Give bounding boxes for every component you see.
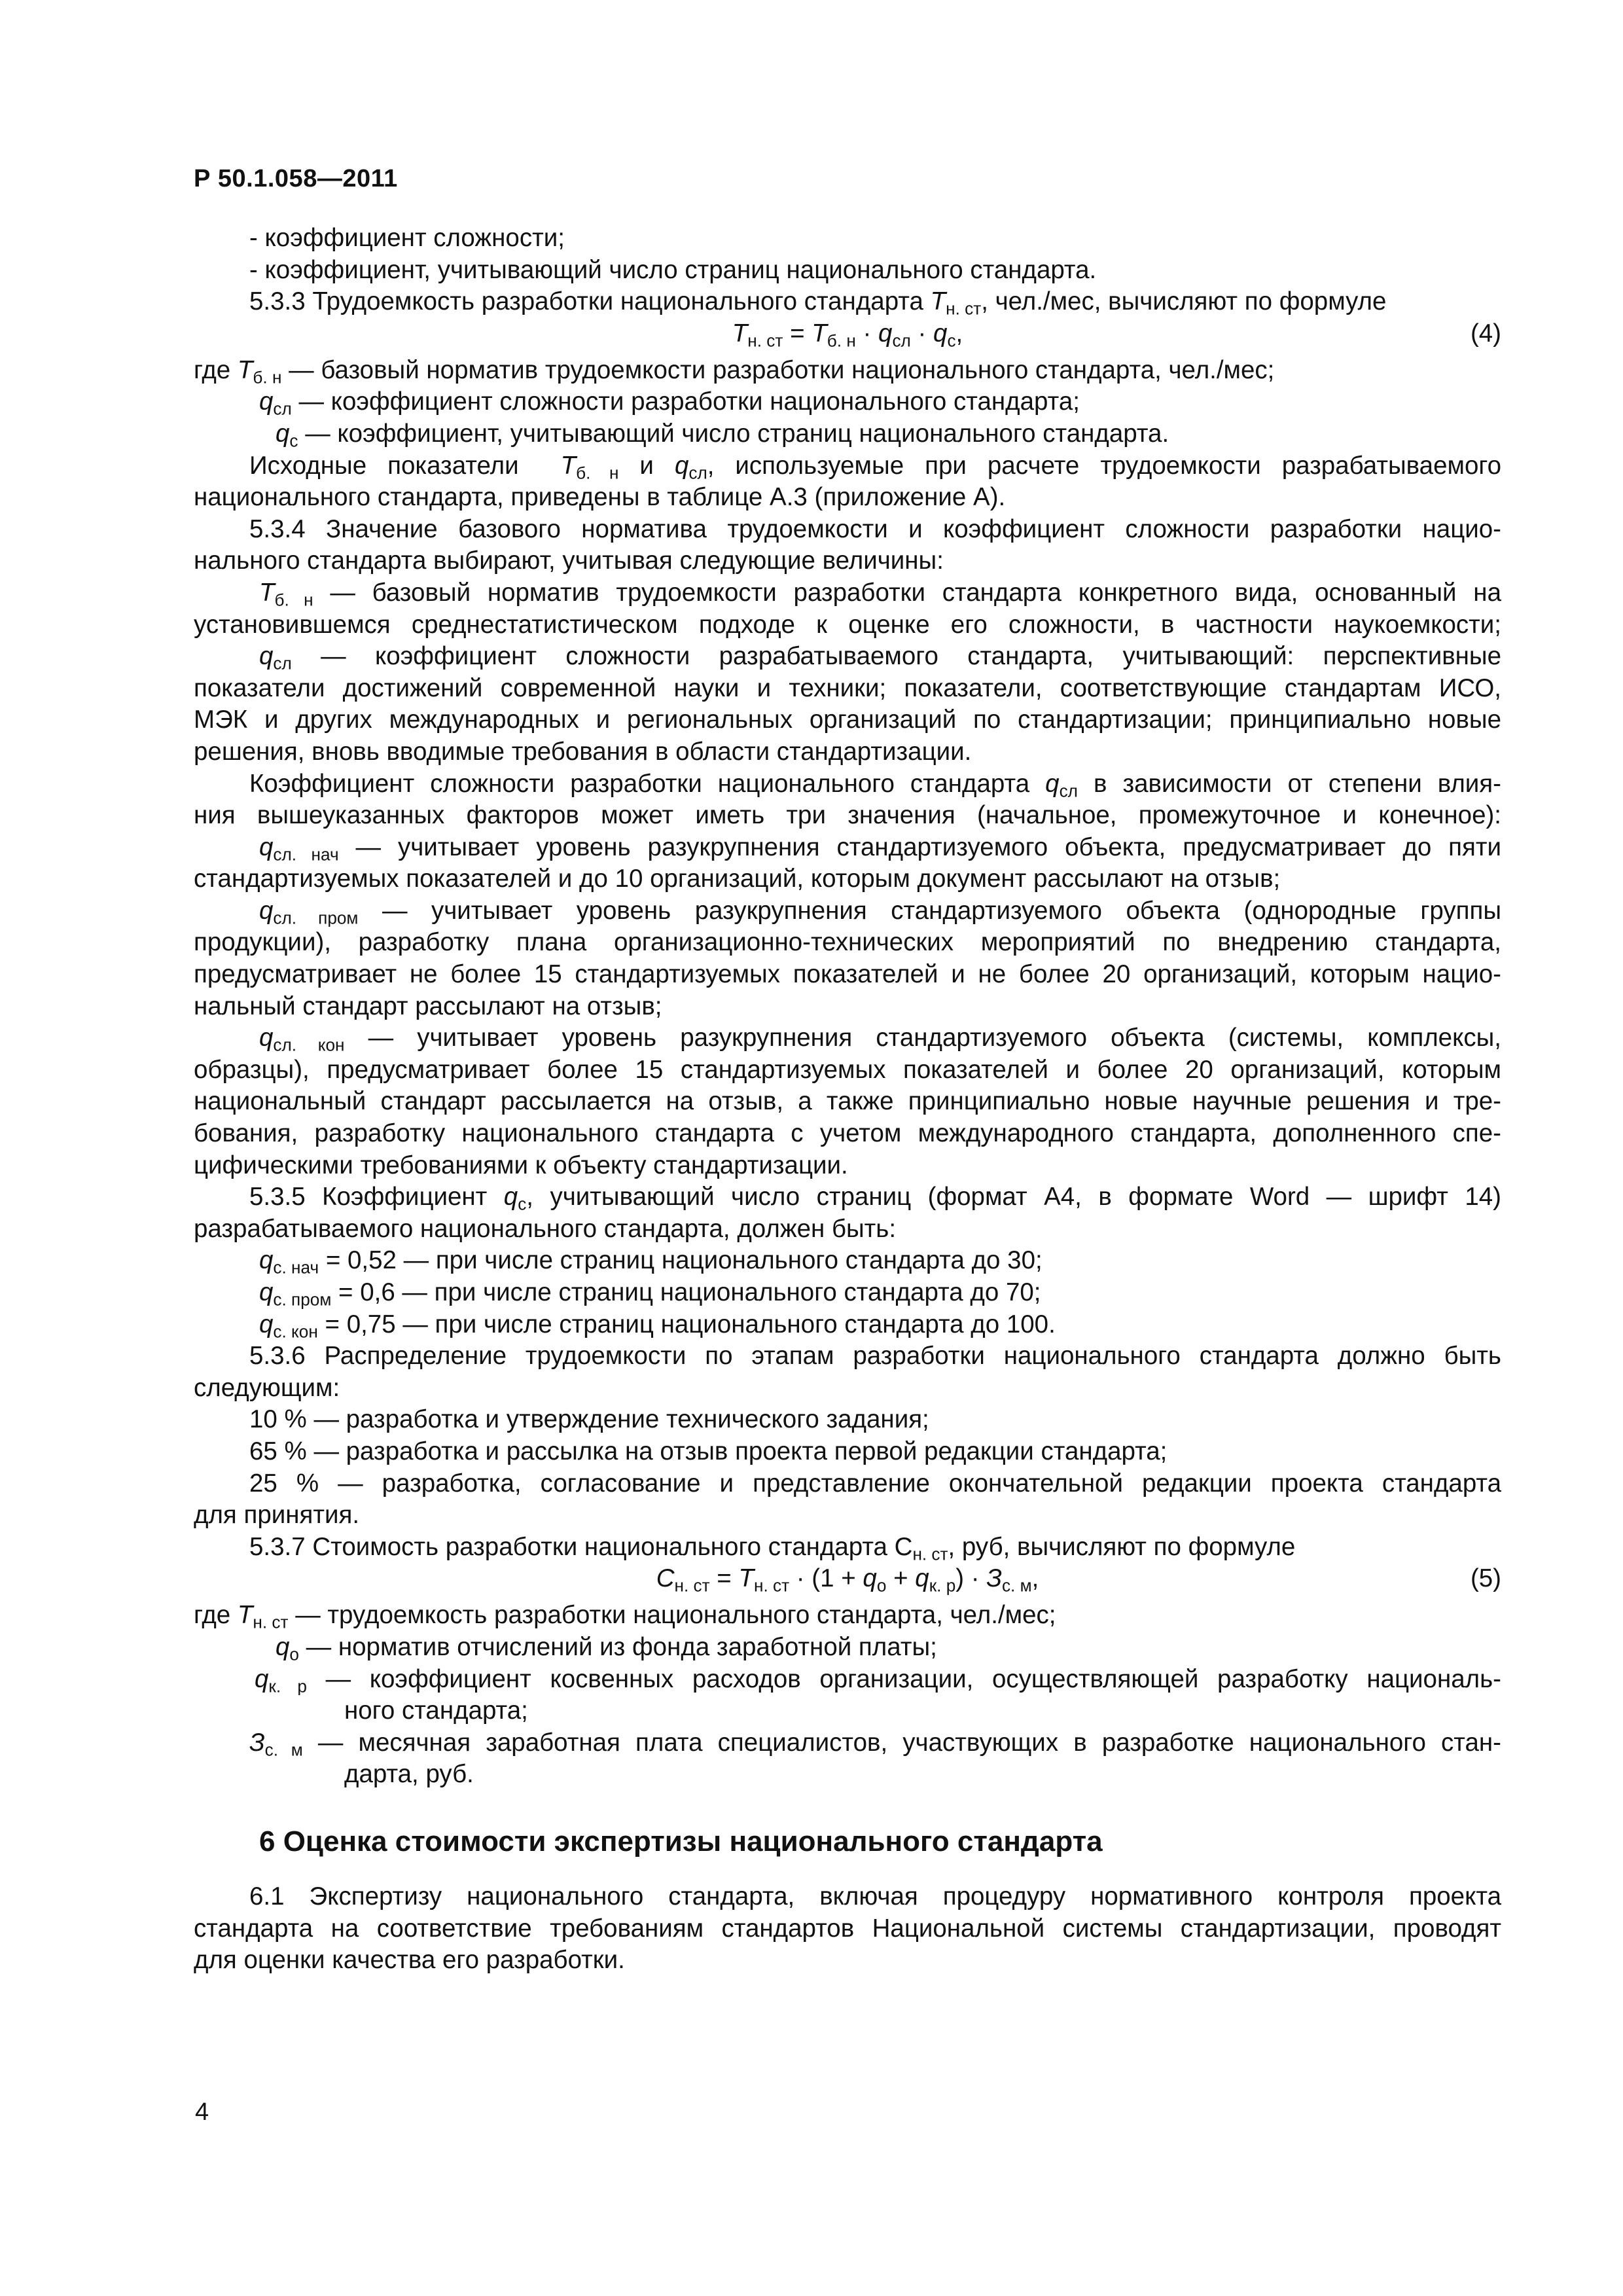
paragraph-line: $q_с$ — коэффициент, учитывающий число страниц национального стандарта. — [276, 419, 1169, 451]
paragraph-line: МЭК и других международных и региональных организаций по стандартизации; принципиально новые — [194, 706, 1501, 734]
list-item: - коэффициент, учитывающий число страниц национального стандарта. — [249, 255, 1097, 284]
paragraph-line: где $Т_{б. н}$ — базовый норматив трудоемкости разработки национального стандарта, чел./мес; — [194, 355, 1275, 387]
formula-4 — [194, 318, 1501, 355]
document-body — [194, 223, 1501, 1977]
paragraph-line: $q_{сл}$ — коэффициент сложности разработки национального стандарта; — [259, 387, 1080, 419]
paragraph-line: $q_{с. пром} = 0,6$ — при числе страниц национального стандарта до 70; — [259, 1278, 1041, 1310]
paragraph-line: нальный стандарт рассылают на отзыв; — [194, 992, 662, 1020]
paragraph-line: 5.3.4 Значение базового норматива трудоемкости и коэффициент сложности разработки нацио- — [249, 514, 1501, 543]
paragraph-line: ного стандарта; — [344, 1696, 528, 1725]
paragraph-line: 5.3.5 Коэффициент $q_с$, учитывающий число страниц (формат А4, в формате Word — шрифт 14) — [249, 1183, 1501, 1213]
paragraph-line: цифическими требованиями к объекту стандартизации. — [194, 1151, 848, 1179]
paragraph-line: бования, разработку национального стандарта с учетом международного стандарта, дополненного спе- — [194, 1119, 1501, 1148]
paragraph-line: для принятия. — [194, 1501, 360, 1530]
paragraph-line: решения, вновь вводимые требования в области стандартизации. — [194, 737, 972, 766]
formula-4-number: (4) — [1470, 319, 1501, 348]
paragraph-line: для оценки качества его разработки. — [194, 1946, 625, 1975]
formula-5 — [194, 1563, 1501, 1600]
paragraph-line: образцы), предусматривает более 15 стандартизуемых показателей и более 20 организаций, которым — [194, 1055, 1501, 1084]
formula-4-expression: $Т_{н. ст} = Т_{б. н} \cdot q_{сл} \cdot q_с$, — [732, 319, 963, 351]
paragraph-line: стандарта на соответствие требованиям стандартов Национальной системы стандартизации, проводят — [194, 1914, 1501, 1943]
paragraph-line: национальный стандарт рассылается на отзыв, а также принципиально новые научные решения и тре- — [194, 1087, 1501, 1116]
formula-5-number: (5) — [1470, 1564, 1501, 1593]
paragraph-line: стандартизуемых показателей и до 10 организаций, которым документ рассылают на отзыв; — [194, 865, 1281, 893]
paragraph-line: $q_{с. нач} = 0,52$ — при числе страниц национального стандарта до 30; — [259, 1246, 1043, 1278]
paragraph-line: $q_{сл. пром}$ — учитывает уровень разукрупнения стандартизуемого объекта (однородные группы — [259, 896, 1501, 927]
paragraph-line: 25 % — разработка, согласование и представление окончательной редакции проекта стандарта — [249, 1469, 1501, 1498]
paragraph-line: 65 % — разработка и рассылка на отзыв проекта первой редакции стандарта; — [249, 1437, 1168, 1465]
paragraph-line: 5.3.6 Распределение трудоемкости по этапам разработки национального стандарта должно быть — [249, 1342, 1501, 1371]
paragraph-line: нального стандарта выбирают, учитывая следующие величины: — [194, 547, 944, 575]
paragraph-line: $З_{с. м}$ — месячная заработная плата специалистов, участвующих в разработке национального стан- — [249, 1728, 1501, 1759]
paragraph-line: следующим: — [194, 1373, 340, 1402]
formula-5-expression: $С_{н. ст} = Т_{н. ст} \cdot (1 + q_о + q_{к. р}) \cdot З_{с. м}$, — [656, 1564, 1039, 1596]
paragraph-line: Коэффициент сложности разработки национального стандарта $q_{сл}$ в зависимости от степени влия- — [249, 769, 1501, 800]
section-6-title: 6 Оценка стоимости экспертизы национального стандарта — [259, 1825, 1103, 1857]
page-number: 4 — [195, 2098, 209, 2126]
paragraph-line: разрабатываемого национального стандарта, должен быть: — [194, 1214, 897, 1243]
paragraph-line: $q_{к. р}$ — коэффициент косвенных расходов организации, осуществляющей разработку националь- — [255, 1664, 1501, 1696]
list-item: - коэффициент сложности; — [249, 224, 565, 252]
paragraph-line: 5.3.7 Стоимость разработки национального стандарта $С_{н. ст}$, руб, вычисляют по формуле — [249, 1532, 1296, 1564]
paragraph-line: 10 % — разработка и утверждение технического задания; — [249, 1405, 929, 1434]
paragraph-line: установившемся среднестатистическом подходе к оценке его сложности, в частности наукоемкости; — [194, 610, 1501, 639]
document-header: Р 50.1.058—2011 — [194, 165, 398, 192]
paragraph-line: где $Т_{н. ст}$ — трудоемкость разработки национального стандарта, чел./мес; — [194, 1601, 1056, 1632]
paragraph-line: $q_{сл. кон}$ — учитывает уровень разукрупнения стандартизуемого объекта (системы, комплексы, — [259, 1024, 1501, 1054]
paragraph-line: $q_{сл. нач}$ — учитывает уровень разукрупнения стандартизуемого объекта, предусматривает до пяти — [259, 833, 1501, 864]
paragraph-line: $Т_{б. н}$ — базовый норматив трудоемкости разработки стандарта конкретного вида, основанный на — [259, 578, 1501, 609]
paragraph-line: ния вышеуказанных факторов может иметь три значения (начальное, промежуточное и конечное): — [194, 801, 1501, 830]
paragraph-line: Исходные показатели $Т_{б. н}$ и $q_{сл}$, используемые при расчете трудоемкости разрабатываемого — [249, 451, 1501, 482]
paragraph-line: $q_о$ — норматив отчислений из фонда заработной платы; — [276, 1632, 937, 1664]
paragraph-line: национального стандарта, приведены в таблице А.3 (приложение А). — [194, 483, 1006, 512]
paragraph-line: показатели достижений современной науки и техники; показатели, соответствующие стандартам ИСО, — [194, 673, 1501, 702]
paragraph-line: 5.3.3 Трудоемкость разработки национального стандарта $Т_{н. ст}$, чел./мес, вычисляют по формуле — [249, 287, 1387, 319]
paragraph-line: 6.1 Экспертизу национального стандарта, включая процедуру нормативного контроля проекта — [249, 1882, 1501, 1910]
paragraph-line: дарта, руб. — [344, 1760, 474, 1789]
paragraph-line: $q_{сл}$ — коэффициент сложности разрабатываемого стандарта, учитывающий: перспективные — [259, 642, 1501, 673]
paragraph-line: продукции), разработку плана организационно-технических мероприятий по внедрению стандарта, — [194, 928, 1501, 957]
paragraph-line: предусматривает не более 15 стандартизуемых показателей и не более 20 организаций, которым нацио- — [194, 960, 1501, 989]
paragraph-line: $q_{с. кон} = 0,75$ — при числе страниц национального стандарта до 100. — [259, 1310, 1056, 1341]
